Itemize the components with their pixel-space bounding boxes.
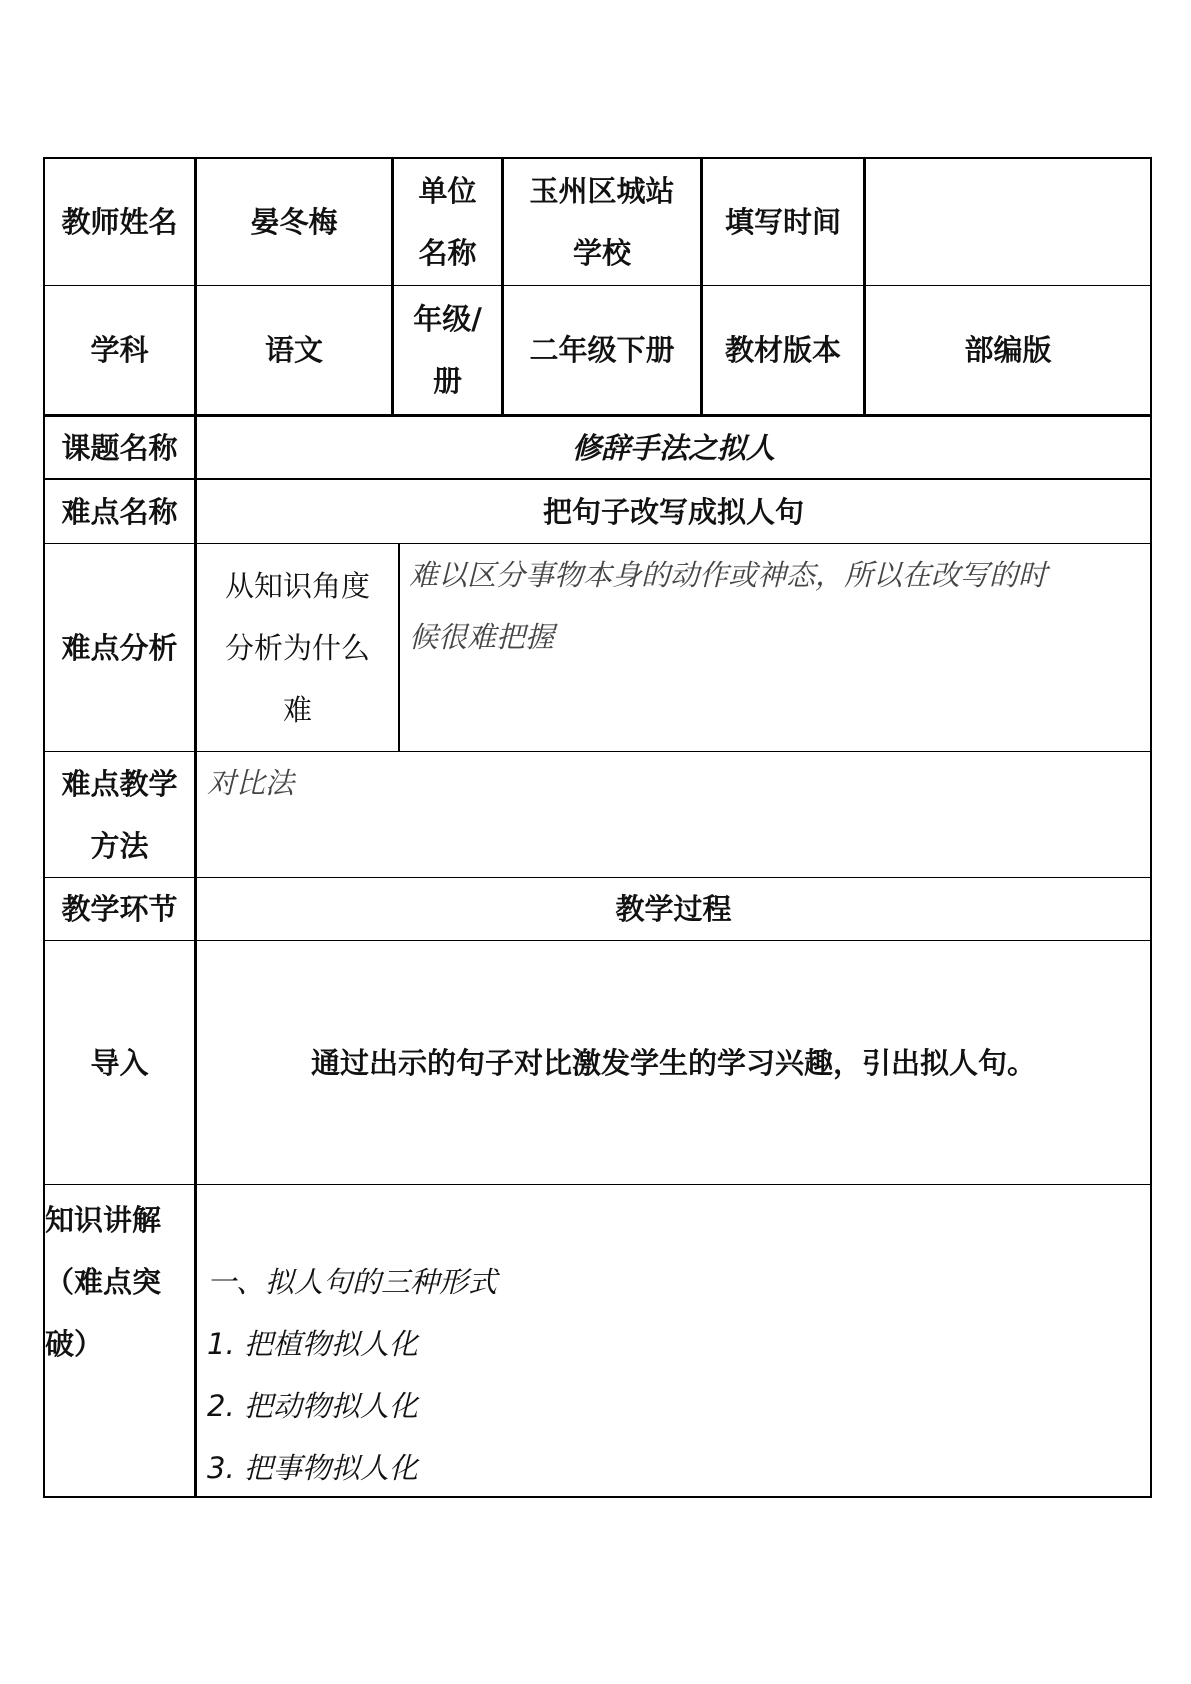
knowledge-list <box>207 1189 1147 1496</box>
method-value: 对比法 <box>207 766 295 800</box>
edition-value: 部编版 <box>964 333 1052 367</box>
difficulty-label: 难点名称 <box>61 494 178 529</box>
unit-label: 单位 名称 <box>418 174 477 270</box>
process-label: 教学过程 <box>615 892 732 926</box>
subject-label: 学科 <box>90 333 149 367</box>
list-item: 一、拟人句的三种形式 <box>207 1265 498 1299</box>
grade-value: 二年级下册 <box>529 333 675 367</box>
teacher-label: 教师姓名 <box>61 205 178 239</box>
topic-value: 修辞手法之拟人 <box>571 430 775 465</box>
analysis-value: 难以区分事物本身的动作或神态，所以在改写的时 候很难把握 <box>409 558 1048 654</box>
teacher-name: 晏冬梅 <box>250 205 338 239</box>
method-label: 难点教学 方法 <box>61 766 178 863</box>
topic-label: 课题名称 <box>61 430 178 465</box>
list-item: 3. 把事物拟人化 <box>207 1451 418 1485</box>
analysis-label: 难点分析 <box>61 630 178 665</box>
stage-label: 教学环节 <box>61 892 178 926</box>
list-item: 2. 把动物拟人化 <box>207 1389 418 1423</box>
knowledge-label: 知识讲解 （难点突 破） <box>45 1203 162 1361</box>
list-item: 1. 把植物拟人化 <box>207 1327 418 1361</box>
row-divider <box>45 1184 1150 1185</box>
column-divider <box>398 543 400 751</box>
intro-label: 导入 <box>90 1045 149 1080</box>
analysis-sub-label: 从知识角度 分析为什么 难 <box>224 568 370 727</box>
subject-value: 语文 <box>264 333 323 367</box>
difficulty-value: 把句子改写成拟人句 <box>542 494 804 529</box>
grade-label: 年级/ 册 <box>413 302 482 398</box>
fill-time-value <box>866 159 1150 285</box>
lesson-plan-table <box>43 157 1152 1498</box>
edition-label: 教材版本 <box>724 333 841 367</box>
unit-name: 玉州区城站 学校 <box>529 174 675 270</box>
fill-time-label: 填写时间 <box>724 205 841 239</box>
intro-value: 通过出示的句子对比激发学生的学习兴趣，引出拟人句。 <box>310 1045 1036 1080</box>
